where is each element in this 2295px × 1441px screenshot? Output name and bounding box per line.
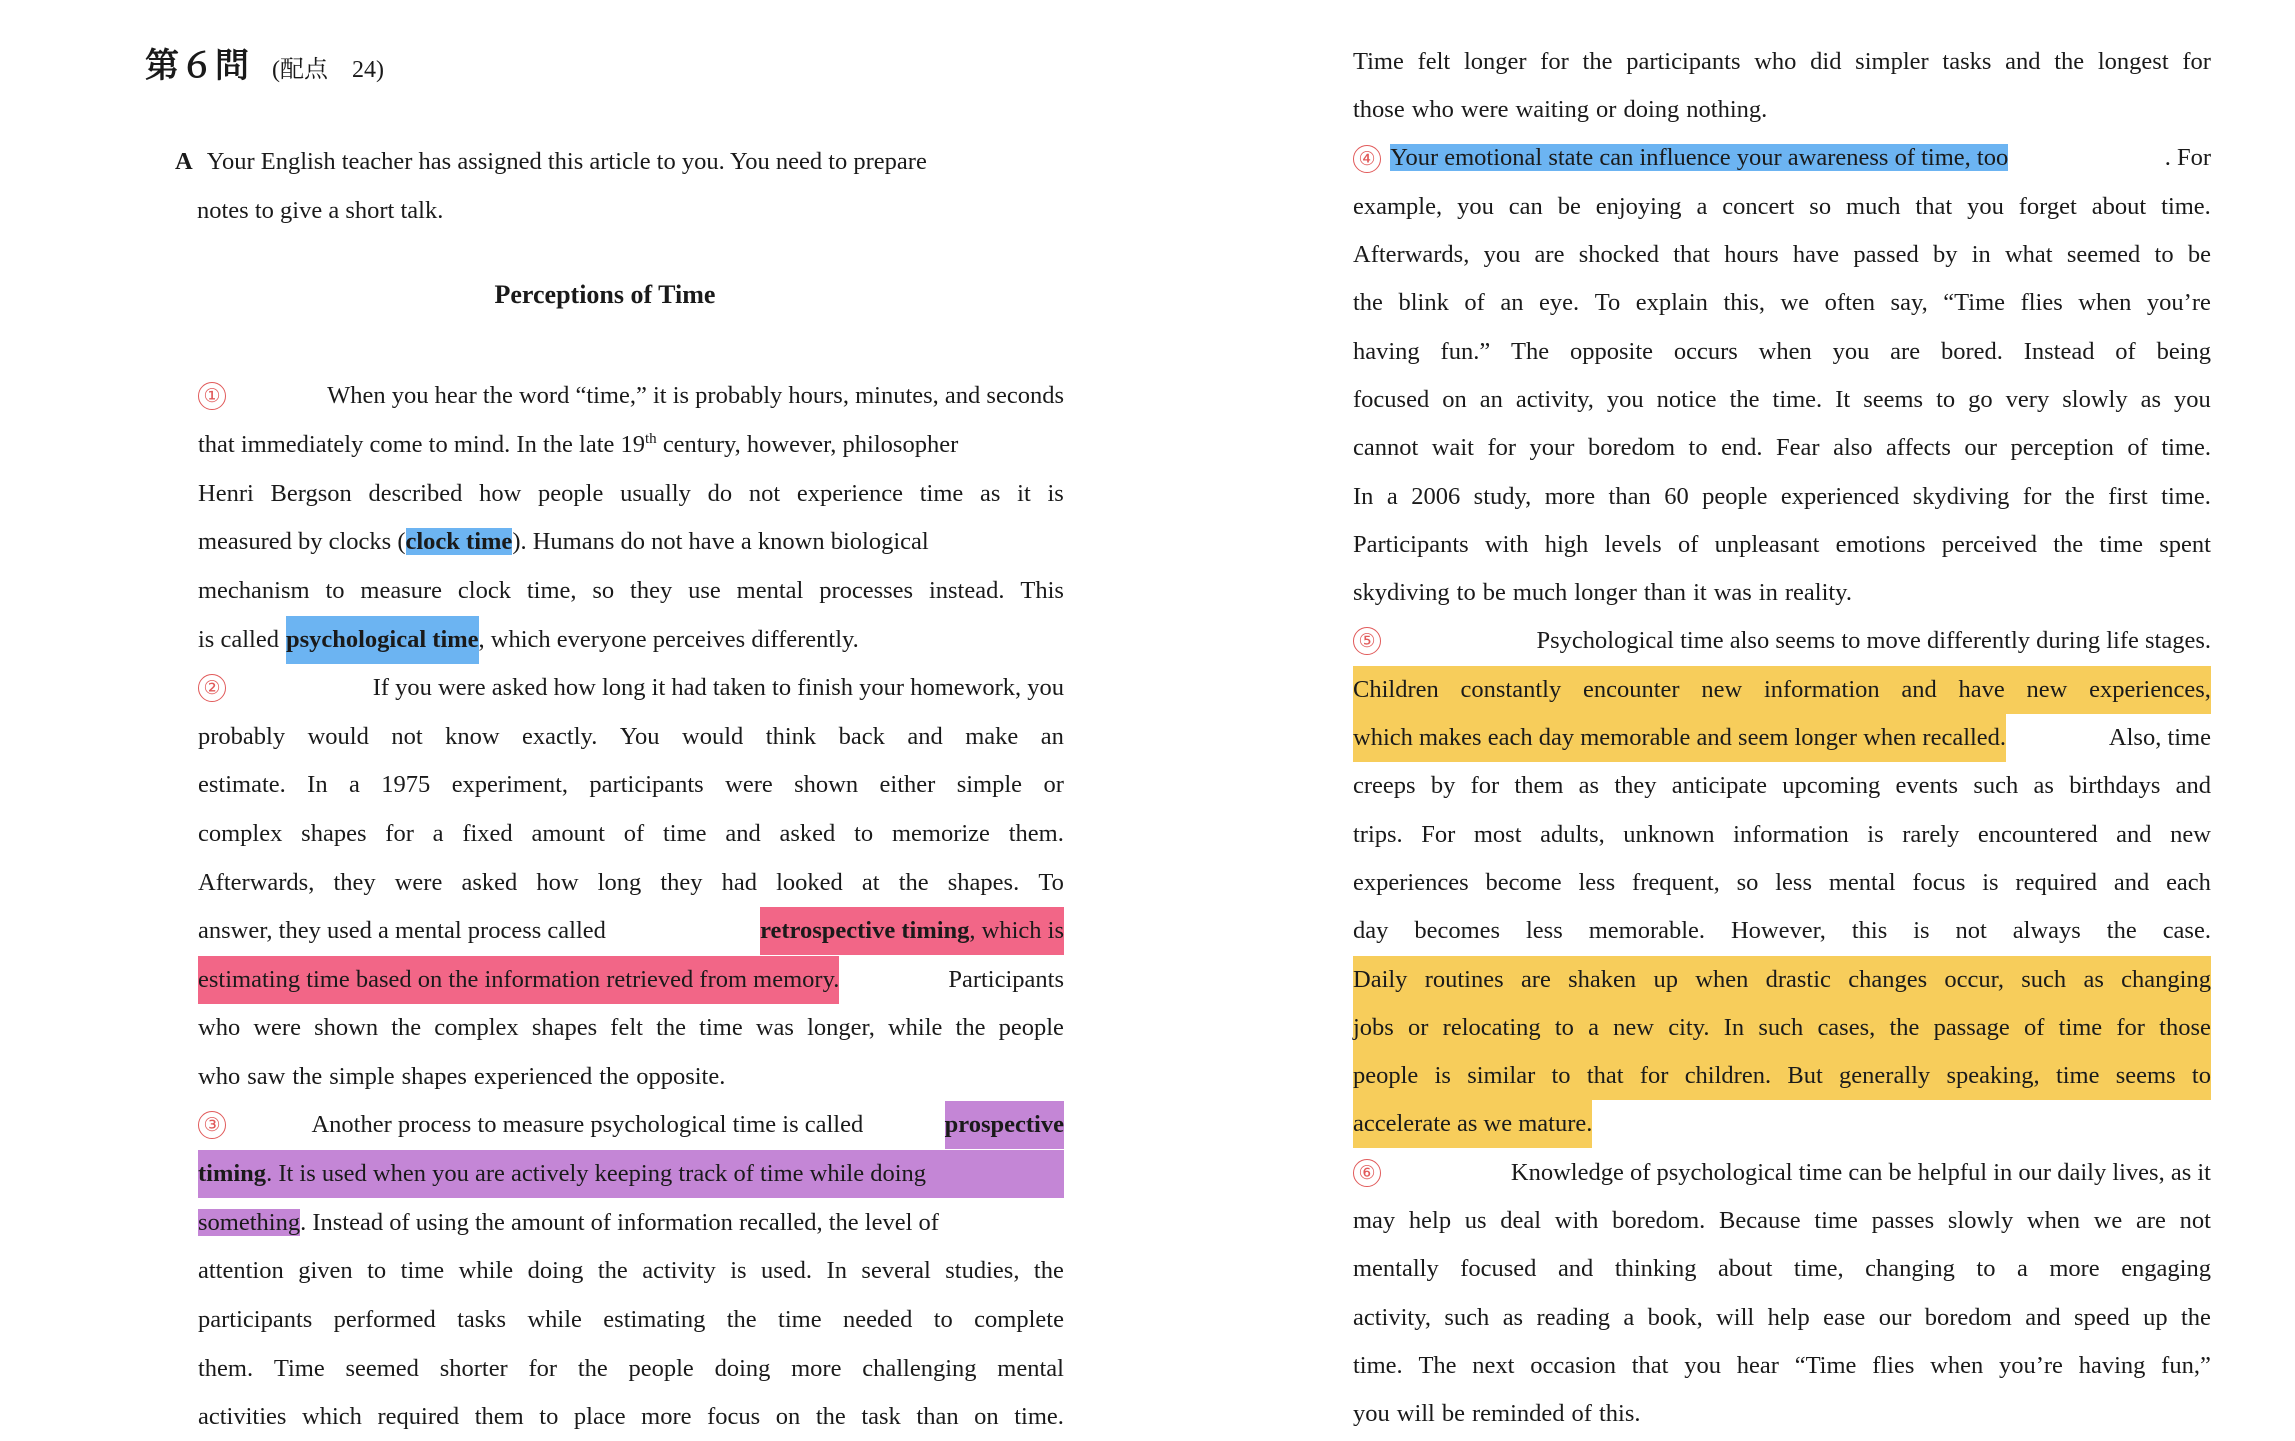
text-line: experiences become less frequent, so less mental focus is required and each — [1353, 869, 2211, 896]
paragraph-marker: ② — [198, 674, 226, 702]
text-line: time. The next occasion that you hear “Time flies when you’re having fun,” — [1353, 1352, 2211, 1379]
text-line: is called psychological time , which everyone perceives differently. — [198, 616, 1064, 664]
text-line: mentally focused and thinking about time, changing to a more engaging — [1353, 1255, 2211, 1282]
text-line: which makes each day memorable and seem longer when recalled. Also, time — [1353, 714, 2211, 762]
text-line: measured by clocks (clock time). Humans do not have a known biological — [198, 528, 929, 555]
text-line: Afterwards, you are shocked that hours have passed by in what seemed to be — [1353, 241, 2211, 268]
text-line: probably would not know exactly. You would think back and make an — [198, 723, 1064, 750]
question-points: (配点 24) — [272, 57, 384, 83]
text-line: you will be reminded of this. — [1353, 1400, 1641, 1427]
text-line: answer, they used a mental process called retrospective timing, which is — [198, 907, 1064, 955]
text-line: ⑥ Knowledge of psychological time can be helpful in our daily lives, as it — [1353, 1149, 2211, 1197]
highlight-retrospective-definition: estimating time based on the information retrieved from memory. — [198, 956, 839, 1004]
highlight-prospective: prospective — [945, 1101, 1064, 1149]
text-line: focused on an activity, you notice the time. It seems to go very slowly as you — [1353, 386, 2211, 413]
text-line: having fun.” The opposite occurs when you are bored. Instead of being — [1353, 338, 2211, 365]
paragraph-marker: ⑤ — [1353, 627, 1381, 655]
text-line: the blink of an eye. To explain this, we often say, “Time flies when you’re — [1353, 289, 2211, 316]
paragraph-marker: ① — [198, 382, 226, 410]
highlight-children-line: Children constantly encounter new information and have new experiences, — [1353, 666, 2211, 714]
highlight-psychological-time: psychological time — [286, 616, 479, 664]
highlight-emotional-state: Your emotional state can influence your awareness of time, too — [1390, 144, 2009, 171]
text-line: ③ Another process to measure psychological time is called prospective — [198, 1101, 1064, 1149]
highlight-accelerate: accelerate as we mature. — [1353, 1100, 1592, 1148]
highlight-memorable-line: which makes each day memorable and seem longer when recalled. — [1353, 714, 2006, 762]
paragraph-marker: ③ — [198, 1111, 226, 1139]
text-line: ② If you were asked how long it had taken to finish your homework, you — [198, 664, 1064, 712]
text-line: activity, such as reading a book, will help ease our boredom and speed up the — [1353, 1304, 2211, 1331]
question-number: 第６問 — [145, 46, 250, 86]
text-line: In a 2006 study, more than 60 people experienced skydiving for the first time. — [1353, 483, 2211, 510]
text-line: may help us deal with boredom. Because time passes slowly when we are not — [1353, 1207, 2211, 1234]
instructions-line: Your English teacher has assigned this article to you. You need to prepare — [206, 148, 927, 175]
text-line: Participants with high levels of unpleasant emotions perceived the time spent — [1353, 531, 2211, 558]
highlight-retrospective-timing: retrospective timing, which is — [760, 907, 1064, 955]
highlight-clock-time: clock time — [405, 528, 513, 555]
question-header — [145, 38, 384, 87]
text-line: something. Instead of using the amount of information recalled, the level of — [198, 1209, 939, 1236]
highlight-similar-line: people is similar to that for children. But generally speaking, time seems to — [1353, 1052, 2211, 1100]
text-line: skydiving to be much longer than it was in reality. — [1353, 579, 1852, 606]
text-line: that immediately come to mind. In the late 19th century, however, philosopher — [198, 430, 959, 458]
text-line: ① When you hear the word “time,” it is probably hours, minutes, and seconds — [198, 372, 1064, 420]
text-line: day becomes less memorable. However, this is not always the case. — [1353, 917, 2211, 944]
text-line: who saw the simple shapes experienced the opposite. — [198, 1063, 726, 1090]
paragraph-marker: ⑥ — [1353, 1159, 1381, 1187]
text-line: example, you can be enjoying a concert so much that you forget about time. — [1353, 193, 2211, 220]
left-column — [0, 0, 1148, 1430]
text-line: activities which required them to place more focus on the task than on time. — [198, 1403, 1064, 1430]
highlight-prospective-timing: timing. It is used when you are actively keeping track of time while doing — [198, 1150, 1064, 1198]
text-line: estimate. In a 1975 experiment, participants were shown either simple or — [198, 771, 1064, 798]
text-line: Time felt longer for the participants who did simpler tasks and the longest for — [1353, 48, 2211, 75]
text-line: mechanism to measure clock time, so they use mental processes instead. This — [198, 577, 1064, 604]
text-line: estimating time based on the information retrieved from memory. Participants — [198, 956, 1064, 1004]
highlight-relocating-line: jobs or relocating to a new city. In such cases, the passage of time for those — [1353, 1004, 2211, 1052]
text-line: creeps by for them as they anticipate upcoming events such as birthdays and — [1353, 772, 2211, 799]
text-line: Henri Bergson described how people usually do not experience time as it is — [198, 480, 1064, 507]
highlight-routines-line: Daily routines are shaken up when drastic changes occur, such as changing — [1353, 956, 2211, 1004]
right-column — [1148, 0, 2295, 1427]
text-line: participants performed tasks while estimating the time needed to complete — [198, 1306, 1064, 1333]
article-title: Perceptions of Time — [494, 280, 716, 309]
section-letter: A — [175, 148, 193, 175]
text-line: attention given to time while doing the activity is used. In several studies, the — [198, 1257, 1064, 1284]
text-line: ⑤ Psychological time also seems to move differently during life stages. — [1353, 617, 2211, 665]
highlight-something: something — [198, 1209, 301, 1236]
text-line: who were shown the complex shapes felt the time was longer, while the people — [198, 1014, 1064, 1041]
paragraph-marker: ④ — [1353, 145, 1381, 173]
text-line: them. Time seemed shorter for the people doing more challenging mental — [198, 1355, 1064, 1382]
instructions-line: notes to give a short talk. — [197, 196, 444, 224]
text-line: Afterwards, they were asked how long they had looked at the shapes. To — [198, 869, 1064, 896]
text-line: those who were waiting or doing nothing. — [1353, 96, 1768, 123]
text-line: complex shapes for a fixed amount of time and asked to memorize them. — [198, 820, 1064, 847]
text-line — [1353, 1100, 2211, 1148]
text-line — [198, 1150, 1064, 1198]
text-line: ④ Your emotional state can influence your awareness of time, too . For — [1353, 134, 2211, 182]
text-line: trips. For most adults, unknown information is rarely encountered and new — [1353, 821, 2211, 848]
instructions — [175, 138, 1075, 235]
text-line: cannot wait for your boredom to end. Fear also affects our perception of time. — [1353, 434, 2211, 461]
